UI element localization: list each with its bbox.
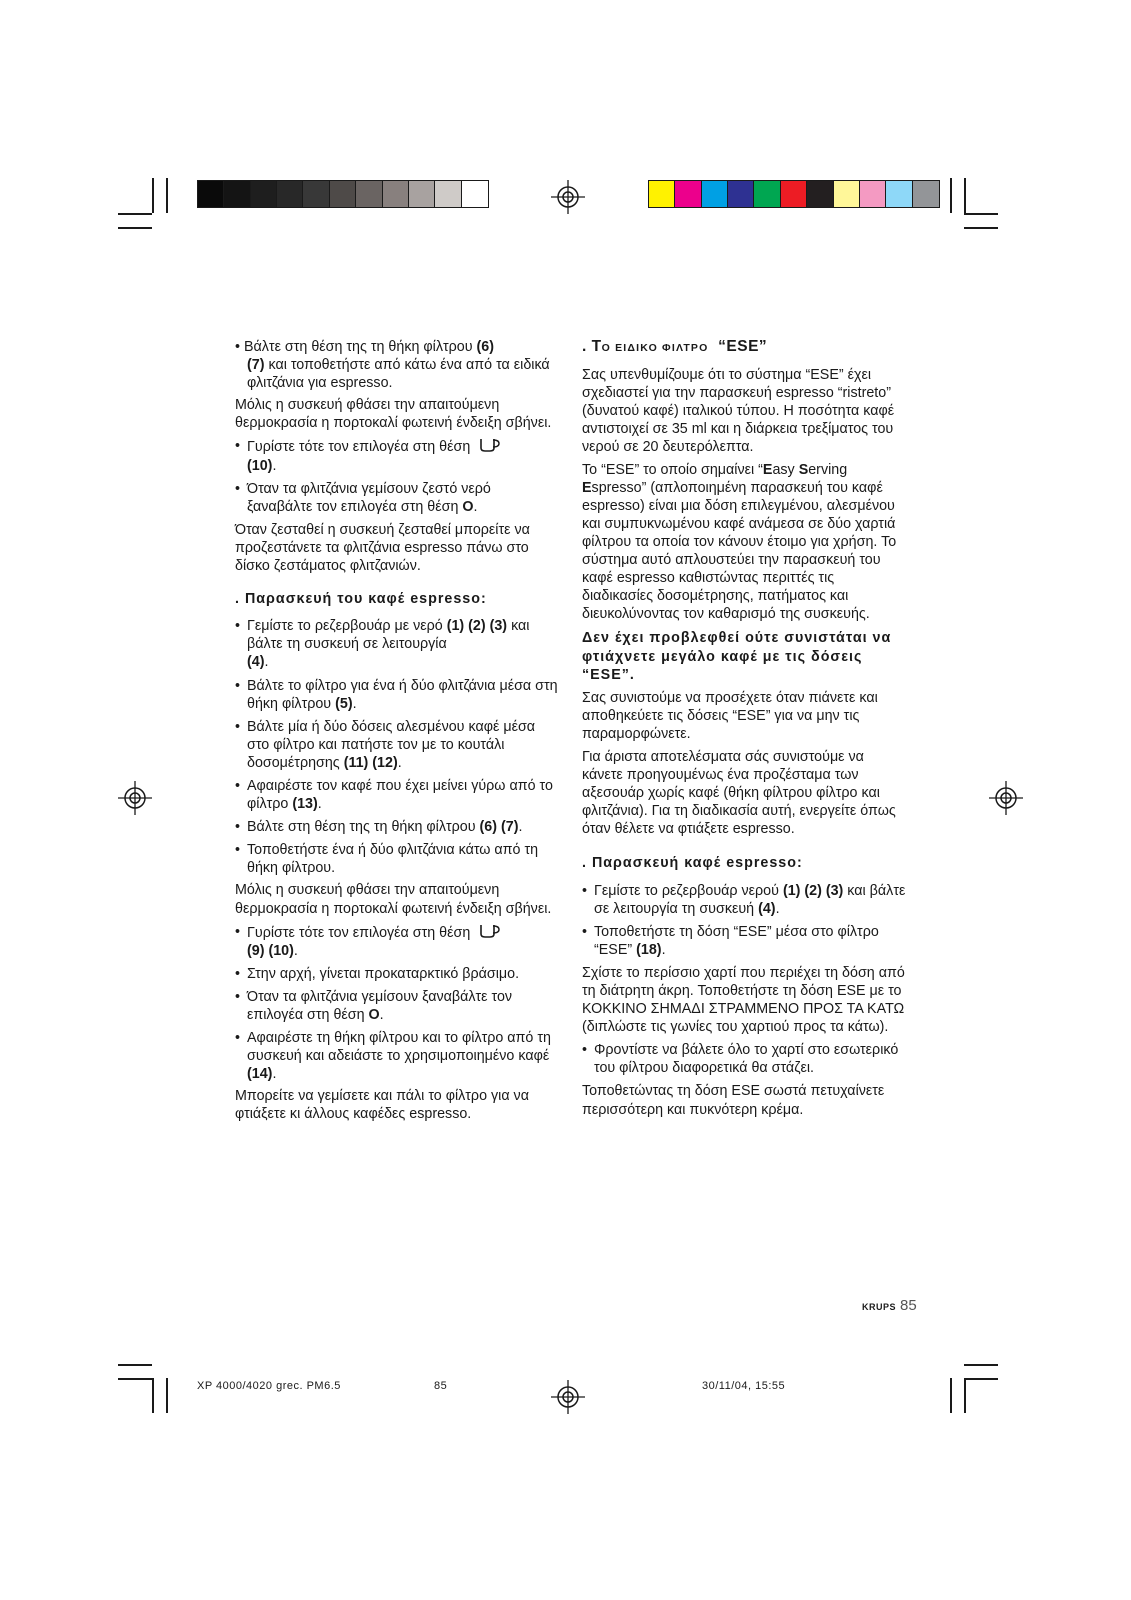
ref-number: O: [462, 498, 474, 515]
bullet-item: • Όταν τα φλιτζάνια γεμίσουν ξαναβάλτε τον επιλογέα στη θέση O.: [235, 988, 560, 1024]
paragraph: Σας υπενθυμίζουμε ότι το σύστημα “ESE” έχει σχεδιαστεί για την παρασκευή espresso “ristreto” (δυνατού καφέ) ιταλικού τύπου. Η ποσότητα καφέ αντιστοιχεί σε 35 ml και η διάρκεια τρεξίματος του νερού σε 20 δευτερόλεπτα.: [582, 367, 895, 456]
ref-number: O: [368, 1007, 380, 1023]
text: spresso” (απλοποιημένη παρασκευή του καφέ espresso) είναι μια δόση επιλεγμένου, αλεσμένου και συμπυκνωμένου καφέ ανάμεσα σε δύο χαρτιά φίλτρου τα οποία τον κάνουν έτοιμο για χρήση. Το σύστημα αυτό απλουστεύει την παρασκευή του καφέ espresso καθιστώντας περιττές τις διαδικασίες δοσομέτρησης, πατήματος και διευκολύνοντας τον καθαρισμό της συσκευής.: [582, 479, 897, 623]
crop-mark: [118, 1378, 152, 1380]
coffee-cup-icon: [478, 923, 502, 939]
crop-mark: [964, 227, 998, 229]
crop-mark: [964, 1364, 998, 1366]
color-swatch: [383, 181, 409, 207]
text: S: [798, 461, 809, 478]
crop-mark: [964, 213, 998, 215]
bullet-item: • Βάλτε το φίλτρο για ένα ή δύο φλιτζάνια μέσα στη θήκη φίλτρου (5).: [235, 677, 560, 713]
paragraph: Τοποθετώντας τη δόση ESE σωστά πετυχαίνετε περισσότερη και πυκνότερη κρέμα.: [582, 1083, 885, 1118]
text: Γεμίστε το ρεζερβουάρ νερού: [594, 882, 779, 899]
ref-number: (1) (2) (3): [446, 618, 508, 635]
right-column: [582, 338, 908, 1119]
color-swatch: [886, 181, 912, 207]
bullet-item: • Αφαιρέστε τον καφέ που έχει μείνει γύρω από το φίλτρο (13).: [235, 777, 560, 813]
registration-mark-icon: [551, 1380, 585, 1414]
text: Αφαιρέστε τον καφέ που έχει μείνει γύρω από το φίλτρο: [247, 777, 553, 813]
bullet-item: • Φροντίστε να βάλετε όλο το χαρτί στο εσωτερικό του φίλτρου διαφορετικά θα στάζει.: [582, 1041, 908, 1077]
color-swatch: [409, 181, 435, 207]
color-swatch: [781, 181, 807, 207]
registration-mark-icon: [551, 180, 585, 214]
bullet-item: • Γυρίστε τότε τον επιλογέα στη θέση (9) (10).: [235, 923, 560, 960]
crop-mark: [964, 1378, 966, 1413]
print-date: 30/11/04, 15:55: [702, 1380, 786, 1392]
text: Γεμίστε το ρεζερβουάρ με νερό: [247, 618, 443, 635]
file-name: XP 4000/4020 grec. PM6.5: [197, 1380, 341, 1392]
crop-mark: [964, 178, 966, 213]
paragraph: Μόλις η συσκευή φθάσει την απαιτούμενη θερμοκρασία η πορτοκαλί φωτεινή ένδειξη σβήνει.: [235, 882, 552, 917]
paragraph: Σας συνιστούμε να προσέχετε όταν πιάνετε και αποθηκεύετε τις δόσεις “ESE” για να μην τις παραμορφώνετε.: [582, 689, 878, 742]
ref-number: (7): [247, 357, 265, 374]
color-swatch: [860, 181, 886, 207]
bullet-item: • Βάλτε στη θέση της τη θήκη φίλτρου (6) (7).: [235, 818, 560, 836]
paragraph: Μπορείτε να γεμίσετε και πάλι το φίλτρο για να φτιάξετε κι άλλους καφέδες espresso.: [235, 1088, 529, 1123]
color-swatch: [834, 181, 860, 207]
text: “ESE”: [718, 338, 768, 355]
text: . Τ: [582, 338, 602, 355]
color-swatch: [807, 181, 833, 207]
bullet-item: • Γυρίστε τότε τον επιλογέα στη θέση (10).: [235, 437, 560, 474]
ref-number: (4): [247, 654, 265, 671]
text: Τοποθετήστε τη δόση “ESE” μέσα στο φίλτρο “ESE”: [594, 923, 879, 958]
text: asy: [772, 461, 799, 478]
color-swatch: [462, 181, 488, 207]
footer-page-number: 85: [434, 1380, 448, 1392]
text: και βάλτε σε λειτουργία τη συσκευή: [594, 882, 906, 917]
hot-water-icon: [478, 437, 502, 453]
text: Όταν τα φλιτζάνια γεμίσουν ξαναβάλτε τον επιλογέα στη θέση: [247, 988, 513, 1023]
text: Όταν τα φλιτζάνια γεμίσουν ζεστό νερό ξαναβάλτε τον επιλογέα στη θέση: [247, 480, 491, 515]
color-swatch: [224, 181, 250, 207]
section-heading: [582, 338, 908, 357]
text: Ο ΕΙΔΙΚΟ ΦΙΛΤΡΟ: [601, 342, 709, 354]
left-column: [235, 338, 560, 1124]
brand-logo: KRUPS: [862, 1302, 897, 1312]
text: • Βάλτε στη θέση της τη θήκη φίλτρου: [235, 339, 473, 355]
color-swatch: [913, 181, 939, 207]
ref-number: (1) (2) (3): [782, 882, 844, 899]
bullet-item: • Γεμίστε το ρεζερβουάρ νερού (1) (2) (3) και βάλτε σε λειτουργία τη συσκευή (4).: [582, 882, 908, 918]
bullet-item: • Γεμίστε το ρεζερβουάρ με νερό (1) (2) (3) και βάλτε τη συσκευή σε λειτουργία (4).: [235, 617, 560, 671]
warning-text: Δεν έχει προβλεφθεί ούτε συνιστάται να φτιάχνετε μεγάλο καφέ με τις δόσεις “ESE”.: [582, 630, 892, 683]
color-swatch: [277, 181, 303, 207]
text: E: [762, 461, 773, 478]
page-number: 85: [900, 1297, 917, 1314]
section-heading: . Παρασκευή καφέ espresso:: [582, 855, 803, 872]
text: Βάλτε μία ή δύο δόσεις αλεσμένου καφέ μέσα στο φίλτρο και πατήστε τον με το κουτάλι δοσομέτρησης: [247, 718, 536, 771]
crop-mark: [950, 178, 952, 213]
bullet-item: • Τοποθετήστε τη δόση “ESE” μέσα στο φίλτρο “ESE” (18).: [582, 923, 908, 959]
bullet-item: • Όταν τα φλιτζάνια γεμίσουν ζεστό νερό ξαναβάλτε τον επιλογέα στη θέση O.: [235, 480, 560, 516]
crop-mark: [152, 178, 154, 213]
text: Αφαιρέστε τη θήκη φίλτρου και το φίλτρο από τη συσκευή και αδειάστε το χρησιμοποιημένο καφέ: [247, 1030, 551, 1065]
ref-number: (6) (7): [479, 819, 519, 836]
crop-mark: [118, 227, 152, 229]
crop-mark: [950, 1378, 952, 1413]
ref-number: (6): [476, 339, 495, 355]
crop-mark: [166, 178, 168, 213]
text: Βάλτε στη θέση της τη θήκη φίλτρου: [247, 819, 476, 836]
color-bar: [648, 180, 940, 208]
ref-number: (9) (10): [247, 942, 294, 959]
color-swatch: [330, 181, 356, 207]
registration-mark-icon: [989, 781, 1023, 815]
color-swatch: [435, 181, 461, 207]
color-swatch: [303, 181, 329, 207]
text: erving: [808, 461, 848, 478]
ref-number: (5): [335, 695, 353, 712]
text: Γυρίστε τότε τον επιλογέα στη θέση: [247, 924, 471, 941]
text: E: [582, 479, 592, 496]
bullet-item: • Βάλτε μία ή δύο δόσεις αλεσμένου καφέ μέσα στο φίλτρο και πατήστε τον με το κουτάλι δοσομέτρησης (11) (12).: [235, 718, 560, 772]
crop-mark: [964, 1378, 998, 1380]
crop-mark: [166, 1378, 168, 1413]
color-swatch: [649, 181, 675, 207]
crop-mark: [118, 213, 152, 215]
crop-mark: [118, 1364, 152, 1366]
ref-number: (10): [247, 457, 273, 474]
paragraph: [582, 461, 908, 624]
paragraph: Σχίστε το περίσσιο χαρτί που περιέχει τη δόση από τη διάτρητη άκρη. Τοποθετήστε τη δόση ESE με το ΚΟΚΚΙΝΟ ΣΗΜΑΔΙ ΣΤΡΑΜΜΕΝΟ ΠΡΟΣ ΤΑ ΚΑΤΩ (διπλώστε τις γωνίες του χαρτιού προς τα κάτω).: [582, 964, 905, 1036]
ref-number: (4): [758, 900, 776, 917]
paragraph: Για άριστα αποτελέσματα σάς συνιστούμε να κάνετε προηγουμένως ένα προζέσταμα των αξεσουάρ χωρίς καφέ (θήκη φίλτρου φίλτρο και φλιτζάνια). Για τη διαδικασία αυτή, ενεργείτε όπως όταν θέλετε να φτιάξετε espresso.: [582, 748, 896, 838]
text: Γυρίστε τότε τον επιλογέα στη θέση: [247, 439, 471, 456]
bullet-item: • Στην αρχή, γίνεται προκαταρκτικό βράσιμο.: [235, 965, 560, 983]
color-swatch: [251, 181, 277, 207]
color-swatch: [675, 181, 701, 207]
paragraph: Όταν ζεσταθεί η συσκευή ζεσταθεί μπορείτε να προζεστάνετε τα φλιτζάνια espresso πάνω στο δίσκο ζεστάματος φλιτζανιών.: [235, 521, 530, 575]
section-heading: . Παρασκευή του καφέ espresso:: [235, 591, 487, 608]
color-swatch: [754, 181, 780, 207]
ref-number: (14): [247, 1066, 273, 1083]
ref-number: (11) (12): [343, 754, 398, 771]
grayscale-bar: [197, 180, 489, 208]
bullet-item: • Τοποθετήστε ένα ή δύο φλιτζάνια κάτω από τη θήκη φίλτρου.: [235, 841, 560, 877]
ref-number: (18): [636, 941, 662, 958]
ref-number: (13): [292, 796, 318, 813]
paragraph: Μόλις η συσκευή φθάσει την απαιτούμενη θερμοκρασία η πορτοκαλί φωτεινή ένδειξη σβήνει.: [235, 397, 552, 432]
color-swatch: [728, 181, 754, 207]
bullet-item: [235, 338, 560, 392]
bullet-item: • Αφαιρέστε τη θήκη φίλτρου και το φίλτρο από τη συσκευή και αδειάστε το χρησιμοποιημένο καφέ (14).: [235, 1029, 560, 1083]
text: και τοποθετήστε από κάτω ένα από τα ειδικά φλιτζάνια για espresso.: [247, 357, 550, 392]
color-swatch: [198, 181, 224, 207]
registration-mark-icon: [118, 781, 152, 815]
color-swatch: [702, 181, 728, 207]
text: Το “ESE” το οποίο σημαίνει “: [582, 461, 763, 478]
crop-mark: [152, 1378, 154, 1413]
text: Βάλτε το φίλτρο για ένα ή δύο φλιτζάνια μέσα στη θήκη φίλτρου: [247, 677, 558, 712]
color-swatch: [356, 181, 382, 207]
text: και βάλτε τη συσκευή σε λειτουργία: [247, 618, 530, 653]
